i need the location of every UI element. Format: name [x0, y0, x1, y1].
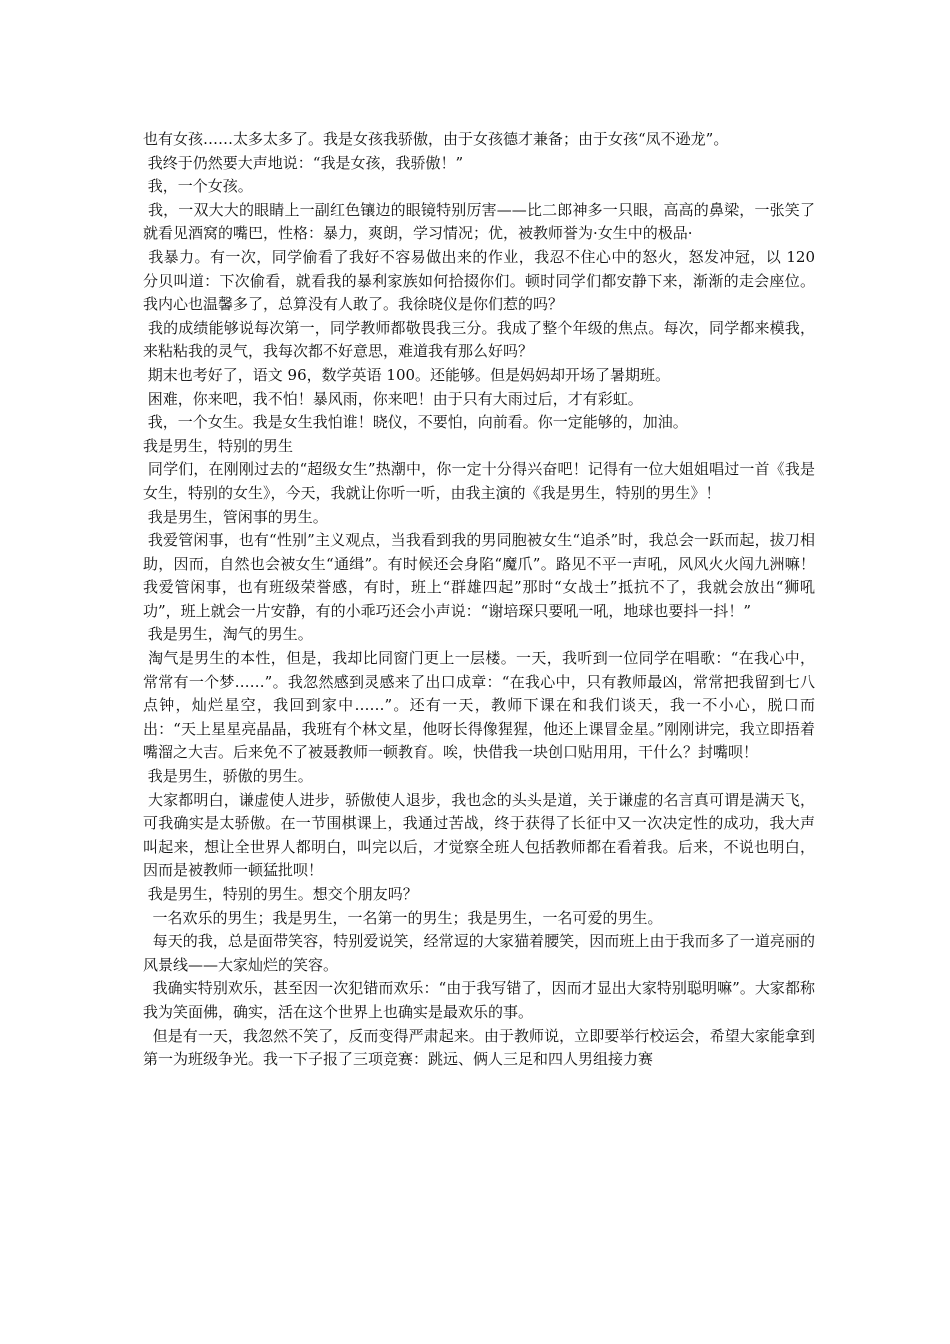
- paragraph: 我，一个女孩。: [143, 177, 253, 196]
- paragraph: 困难，你来吧，我不怕！暴风雨，你来吧！由于只有大雨过后，才有彩虹。: [143, 389, 643, 408]
- paragraph: 我暴力。有一次，同学偷看了我好不容易做出来的作业，我忍不住心中的怒火，怒发冲冠，以 120 分贝叫道：下次偷看，就看我的暴利家族如何拾掇你们。顿时同学们都安静下来，渐渐的走会座位。我内心也温馨多了，总算没有人敢了。我徐晓仪是你们惹的吗？: [143, 247, 820, 314]
- paragraph: 我爱管闲事，也有“性别”主义观点，当我看到我的男同胞被女生“追杀”时，我总会一跃而起，拔刀相助，因而，自然也会被女生“通缉”。有时候还会身陷“魔爪”。路见不平一声吼，风风火火闯九洲嘛！我爱管闲事，也有班级荣誉感，有时，班上“群雄四起”那时“女战士”抵抗不了，我就会放出“狮吼功”，班上就会一片安静，有的小乖巧还会小声说：“谢培琛只要吼一吼，地球也要抖一抖！”: [143, 531, 815, 620]
- paragraph: 一名欢乐的男生；我是男生，一名第一的男生；我是男生，一名可爱的男生。: [143, 908, 663, 927]
- document-page: [143, 128, 820, 1072]
- paragraph: 同学们，在刚刚过去的“超级女生”热潮中，你一定十分得兴奋吧！记得有一位大姐姐唱过一首《我是女生，特别的女生》，今天，我就让你听一听，由我主演的《我是男生，特别的男生》！: [143, 460, 815, 502]
- section-heading: 我是男生，特别的男生: [143, 436, 294, 455]
- paragraph: 我是男生，特别的男生。想交个朋友吗？: [143, 885, 418, 903]
- paragraph: 我确实特别欢乐，甚至因一次犯错而欢乐：“由于我写错了，因而才显出大家特别聪明嘛”。大家都称我为笑面佛，确实，活在这个世界上也确实是最欢乐的事。: [143, 979, 815, 1021]
- paragraph: 我，一双大大的眼睛上一副红色镶边的眼镜特别厉害——比二郎神多一只眼，高高的鼻梁，一张笑了就看见酒窝的嘴巴，性格：暴力，爽朗，学习情况；优，被教师誉为·女生中的极品·: [143, 200, 815, 243]
- paragraph: 我的成绩能够说每次第一，同学教师都敬畏我三分。我成了整个年级的焦点。每次，同学都来模我，来粘粘我的灵气，我每次都不好意思，难道我有那么好吗？: [143, 318, 815, 361]
- paragraph: 也有女孩……太多太多了。我是女孩我骄傲，由于女孩德才兼备；由于女孩“凤不逊龙”。: [143, 130, 729, 148]
- paragraph: 但是有一天，我忽然不笑了，反而变得严肃起来。由于教师说，立即要举行校运会，希望大家能拿到第一为班级争光。我一下子报了三项竞赛：跳远、俩人三足和四人男组接力赛: [143, 1026, 815, 1069]
- paragraph: 我是男生，淘气的男生。: [143, 625, 313, 644]
- paragraph: 大家都明白，谦虚使人进步，骄傲使人退步，我也念的头头是道，关于谦虚的名言真可谓是满天飞，可我确实是太骄傲。在一节围棋课上，我通过苦战，终于获得了长征中又一次决定性的成功，我大声叫起来，想让全世界人都明白，叫完以后，才觉察全班人包括教师都在看着我。后来，不说也明白，因而是被教师一顿猛批呗！: [143, 790, 815, 880]
- paragraph: 期末也考好了，语文 96，数学英语 100。还能够。但是妈妈却开场了暑期班。: [143, 365, 671, 384]
- paragraph: 我终于仍然要大声地说：“我是女孩，我骄傲！”: [143, 153, 464, 172]
- paragraph: 我，一个女生。我是女生我怕谁！晓仪，不要怕，向前看。你一定能够的，加油。: [143, 413, 688, 432]
- paragraph: 淘气是男生的本性，但是，我却比同窗门更上一层楼。一天，我听到一位同学在唱歌：“在我心中，常常有一个梦……”。我忽然感到灵感来了出口成章：“在我心中，只有教师最凶，常常把我留到七八点钟，灿烂星空，我回到家中……”。还有一天，教师下课在和我们谈天，我一不小心，脱口而出：“天上星星亮晶晶，我班有个林文星，他呀长得像猩猩，他还上课冒金星。”刚刚讲完，我立即捂着嘴溜之大吉。后来免不了被聂教师一顿教育。唉，快借我一块创口贴用用，干什么？封嘴呗！: [143, 649, 815, 762]
- paragraph: 每天的我，总是面带笑容，特别爱说笑，经常逗的大家猫着腰笑，因而班上由于我而多了一道亮丽的风景线——大家灿烂的笑容。: [143, 932, 815, 974]
- paragraph: 我是男生，骄傲的男生。: [143, 767, 313, 786]
- paragraph: 我是男生，管闲事的男生。: [143, 507, 328, 526]
